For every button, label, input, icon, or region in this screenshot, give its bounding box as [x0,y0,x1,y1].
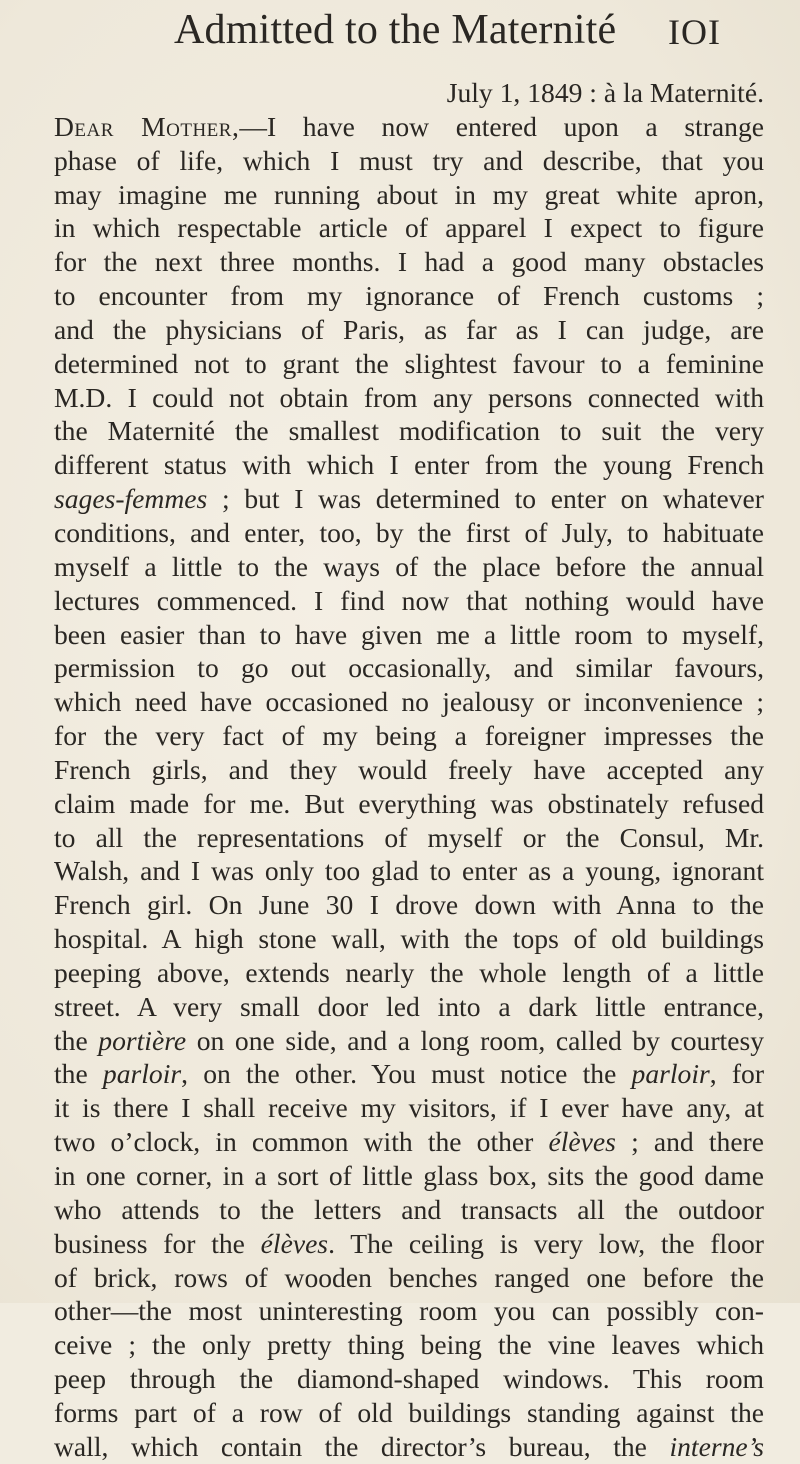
text-line: for the very fact of my being a foreigner impresses the [54,720,764,752]
text-line: hospital. A high stone wall, with the tops of old buildings [54,923,764,955]
text-line: forms part of a row of old buildings standing against the [54,1396,764,1428]
text-line: conditions, and enter, too, by the first of July, to habituate [54,516,764,548]
text-line: may imagine me running about in my great white apron, [54,178,764,210]
text-line: of brick, rows of wooden benches ranged one before the [54,1261,764,1293]
text-line: permission to go out occasionally, and similar favours, [54,652,764,684]
text-line: for the next three months. I had a good many obstacles [54,246,764,278]
dateline: July 1, 1849 : à la Maternité. [446,77,764,108]
text-line: peep through the diamond-shaped windows. This room [54,1363,764,1395]
page-header [0,4,800,60]
text-line: wall, which contain the director’s bureau, the interne’s [54,1430,764,1462]
italic-term: interne’s [669,1430,764,1462]
text-line: to encounter from my ignorance of French customs ; [54,280,764,312]
text-line: other—the most uninteresting room you can possibly con- [54,1295,764,1327]
text-line: business for the élèves. The ceiling is very low, the floor [54,1227,764,1259]
running-title: Admitted to the Maternité [174,7,617,53]
text-line: different status with which I enter from the young French [54,449,764,481]
text-line: the parloir, on the other. You must notice the parloir, for [54,1058,765,1090]
text-line: in which respectable article of apparel I expect to figure [54,212,764,244]
text-line: the Maternité the smallest modification to suit the very [54,415,764,447]
text-line: which need have occasioned no jealousy or inconvenience ; [54,686,764,718]
italic-term: parloir [102,1058,182,1090]
italic-term: élèves [260,1227,329,1259]
italic-term: élèves [548,1126,616,1158]
text-line: street. A very small door led into a dark little entrance, [54,990,764,1022]
text-line: lectures commenced. I find now that nothing would have [54,584,764,616]
text-line: Dear Mother,—I have now entered upon a strange [54,110,765,142]
text-line: it is there I shall receive my visitors, if I ever have any, at [54,1092,764,1124]
text-line: been easier than to have given me a little room to myself, [54,618,764,650]
italic-term: sages-femmes [54,483,208,515]
text-line: who attends to the letters and transacts all the outdoor [54,1193,764,1225]
text-line: to all the representations of myself or the Consul, Mr. [54,821,764,853]
text-line: peeping above, extends nearly the whole length of a little [54,956,764,988]
text-line: two o’clock, in common with the other élèves ; and there [54,1126,764,1158]
text-line: sages-femmes ; but I was determined to enter on whatever [54,483,764,515]
text-line: M.D. I could not obtain from any persons connected with [54,381,764,413]
text-line: French girl. On June 30 I drove down with Anna to the [54,889,764,921]
salutation: Dear Mother, [54,110,240,142]
text-line: in one corner, in a sort of little glass box, sits the good dame [54,1160,764,1191]
text-line: Walsh, and I was only too glad to enter as a young, ignorant [54,855,764,887]
text-line: phase of life, which I must try and describe, that you [54,144,764,176]
text-line: claim made for me. But everything was obstinately refused [54,787,764,819]
text-line: ceive ; the only pretty thing being the vine leaves which [54,1329,764,1361]
italic-term: parloir [631,1058,710,1090]
text-line: determined not to grant the slightest favour to a feminine [54,347,764,379]
text-line: and the physicians of Paris, as far as I can judge, are [54,313,764,345]
text-line: the portière on one side, and a long room, called by courtesy [54,1024,764,1056]
text-line: myself a little to the ways of the place before the annual [54,550,764,582]
text-line: French girls, and they would freely have accepted any [54,753,764,785]
page-number: IOI [668,12,721,52]
letter-body [54,76,764,1464]
italic-term: portière [98,1024,187,1056]
